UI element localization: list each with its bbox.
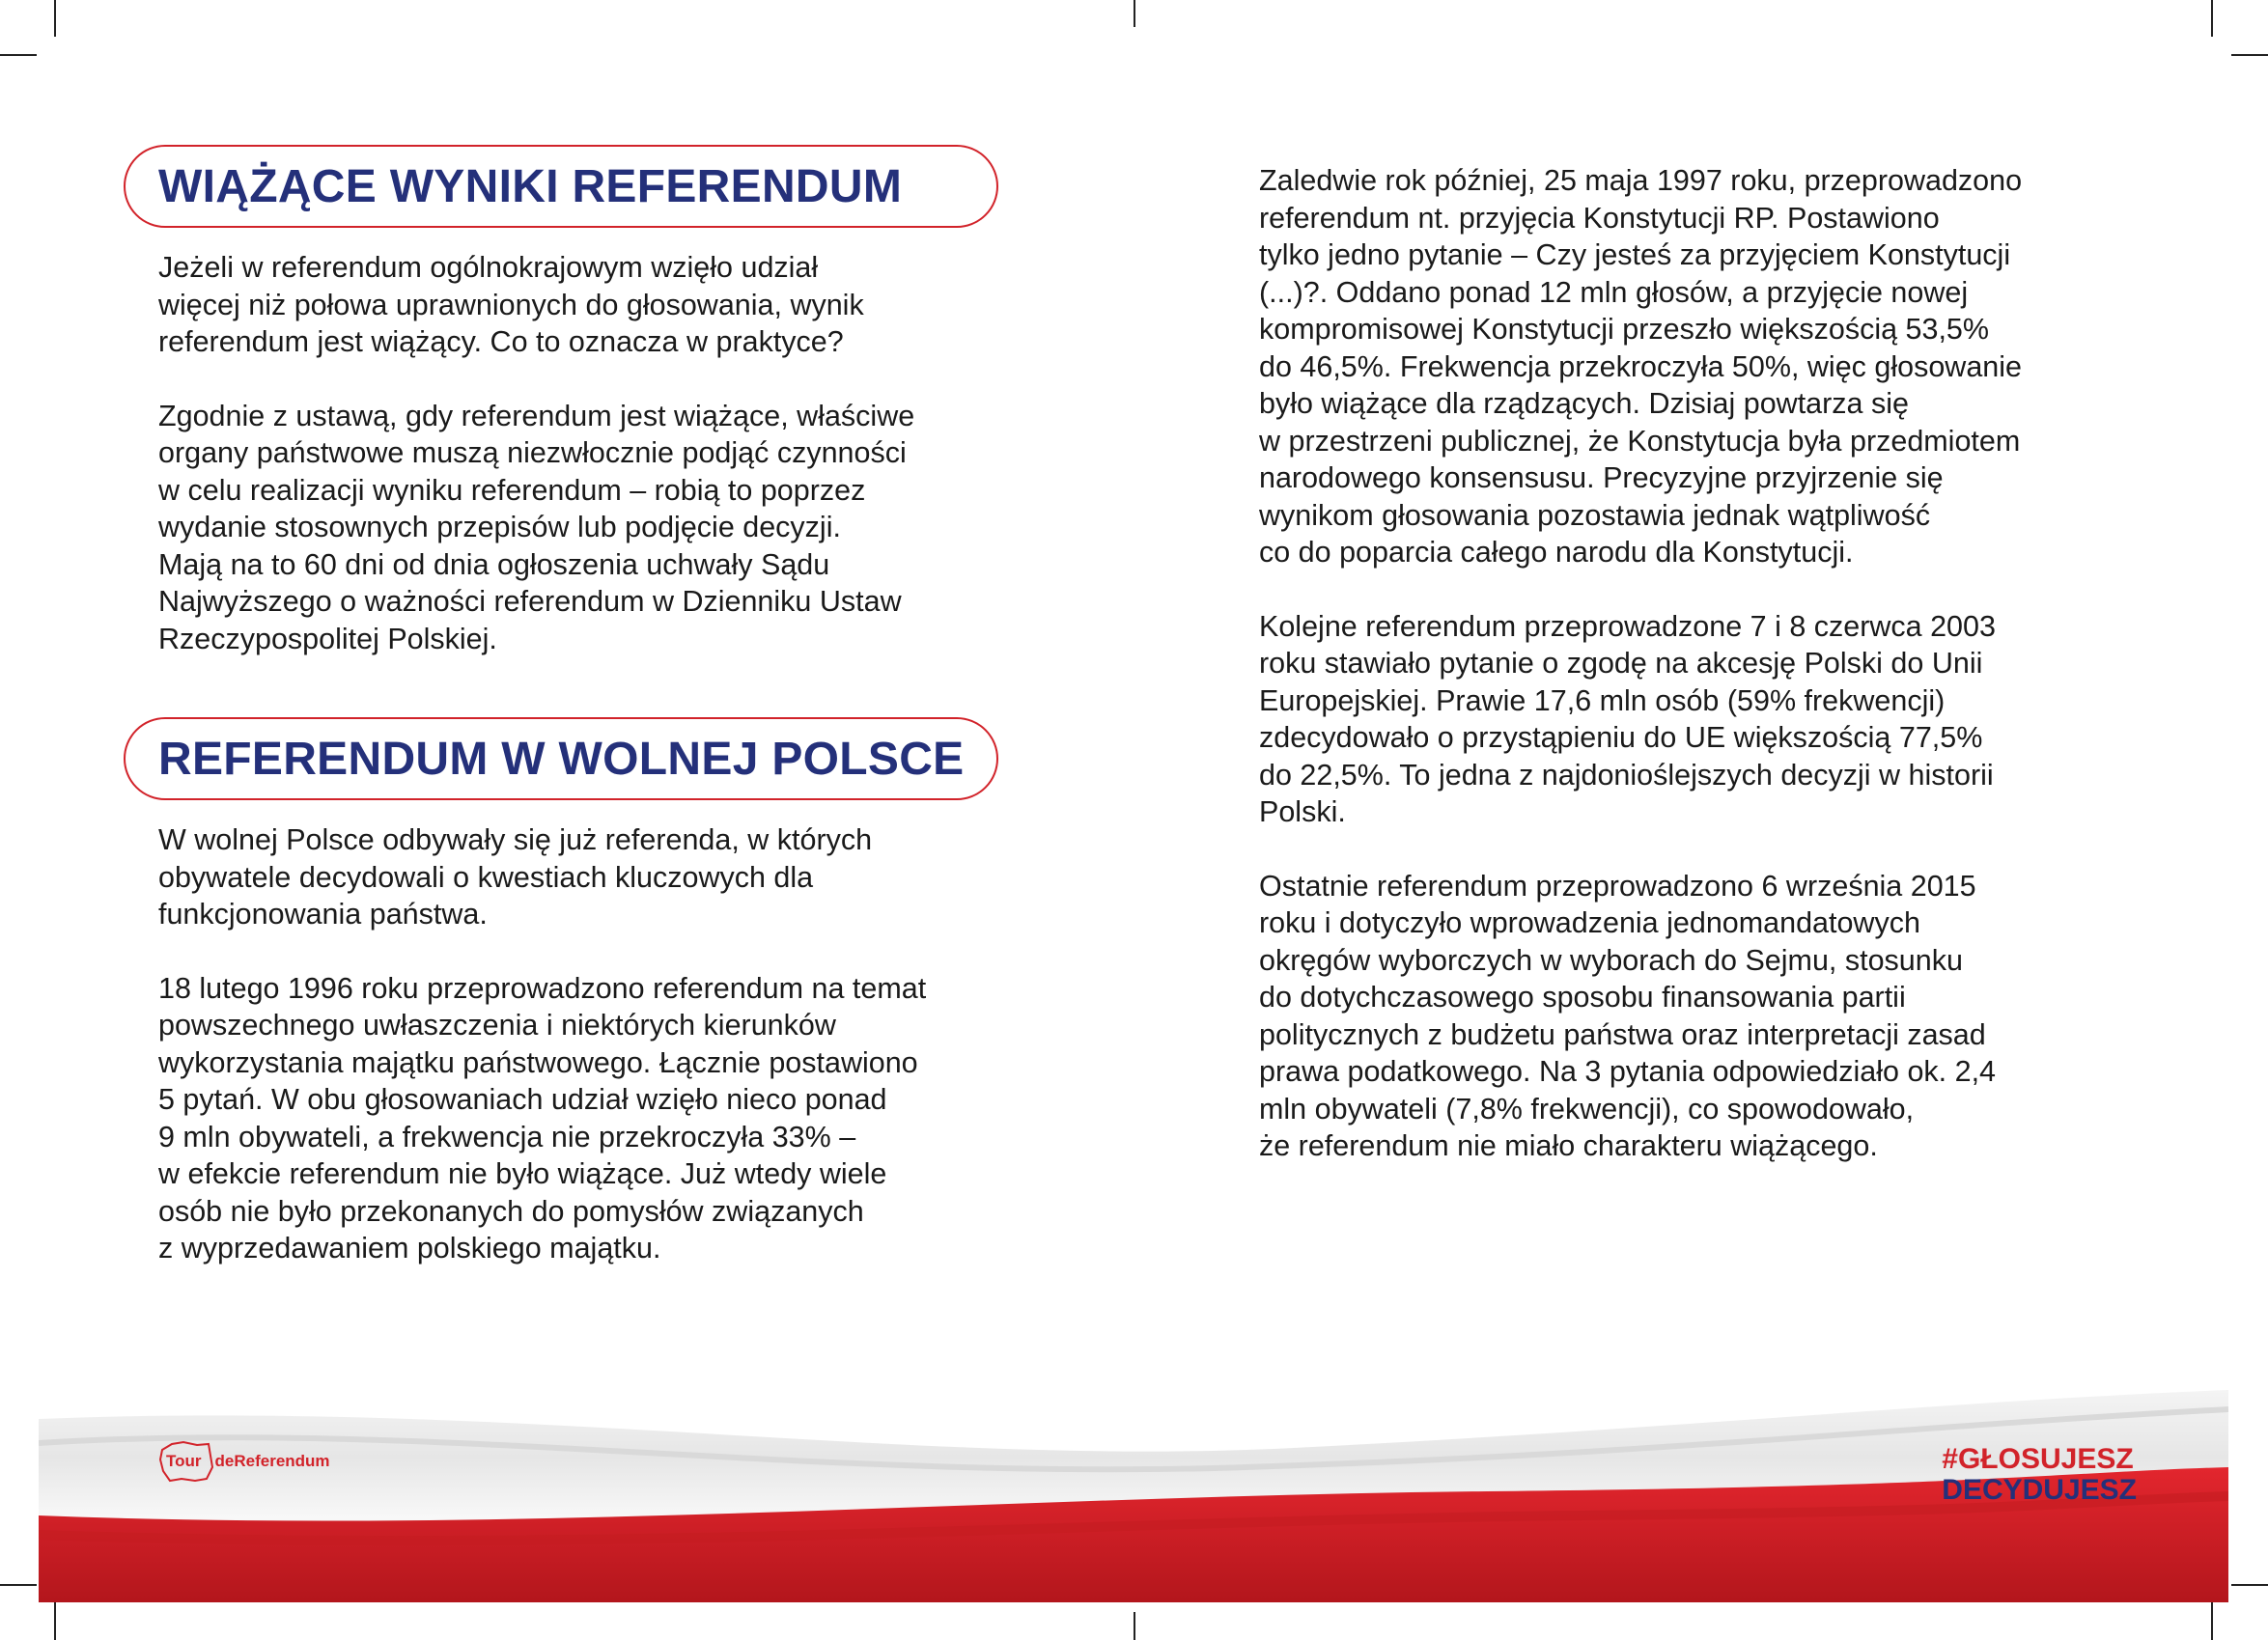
crop-mark [0,54,37,56]
crop-mark [1134,1612,1135,1640]
paragraph: Zgodnie z ustawą, gdy referendum jest wiążące, właściwe organy państwowe muszą niezwłocznie podjąć czynności w celu realizacji wyniku referendum – robią to poprzez wydanie stosownych przepisów lub podjęcie decyzji. Mają na to 60 dni od dnia ogłoszenia uchwały Sądu Najwyższego o ważności referendum w Dzienniku Ustaw Rzeczypospolitej Polskiej. [158,399,915,655]
section-heading-frame [124,717,998,800]
glosujesz-decydujesz-logo [1942,1444,2137,1506]
crop-mark [1134,0,1135,27]
left-column [124,145,1012,1267]
section-heading: WIĄŻĄCE WYNIKI REFERENDUM [158,160,903,212]
paragraph: W wolnej Polsce odbywały się już referenda, w których obywatele decydowali o kwestiach kluczowych dla funkcjonowania państwa. [158,823,873,931]
tour-de-referendum-logo [158,1440,330,1483]
crop-mark [2231,54,2268,56]
crop-mark [2211,1602,2213,1640]
logo-subline: DECYDUJESZ [1942,1474,2137,1506]
logo-hashtag-line: #GŁOSUJESZ [1942,1443,2134,1475]
paragraph: Kolejne referendum przeprowadzone 7 i 8 czerwca 2003 roku stawiało pytanie o zgodę na akcesję Polski do Unii Europejskiej. Prawie 17,6 mln osób (59% frekwencji) zdecydowało o przystąpieniu do UE większością 77,5% do 22,5%. To jedna z najdonioślejszych decyzji w historii Polski. [1259,609,1996,828]
paragraph: Zaledwie rok później, 25 maja 1997 roku, przeprowadzono referendum nt. przyjęcia Konstytucji RP. Postawiono tylko jedno pytanie – Czy jesteś za przyjęciem Konstytucji (...)?. Oddano ponad 12 mln głosów, a przyjęcie nowej kompromisowej Konstytucji przeszło większością 53,5% do 46,5%. Frekwencja przekroczyła 50%, więc głosowanie było wiążące dla rządzących. Dzisiaj powtarza się w przestrzeni publicznej, że Konstytucja była przedmiotem narodowego konsensusu. Precyzyjne przyjrzenie się wynikom głosowania pozostawia jednak wątpliwość co do poparcia całego narodu dla Konstytucji. [1259,164,2023,569]
crop-mark [2231,1584,2268,1586]
crop-mark [54,1602,56,1640]
crop-mark [54,0,56,37]
crop-mark [2211,0,2213,37]
logo-text-tour: Tour [166,1452,202,1470]
paragraph: Ostatnie referendum przeprowadzono 6 września 2015 roku i dotyczyło wprowadzenia jednomandatowych okręgów wyborczych w wyborach do Sejmu, stosunku do dotychczasowego sposobu finansowania partii politycznych z budżetu państwa oraz interpretacji zasad prawa podatkowego. Na 3 pytania odpowiedziało ok. 2,4 mln obywateli (7,8% frekwencji), co spowodowało, że referendum nie miało charakteru wiążącego. [1259,869,1997,1162]
polish-flag-wave [39,1390,2228,1602]
crop-mark [0,1584,37,1586]
section-heading-frame [124,145,998,228]
paragraph: 18 lutego 1996 roku przeprowadzono referendum na temat powszechnego uwłaszczenia i niektórych kierunków wykorzystania majątku państwowego. Łącznie postawiono 5 pytań. W obu głosowaniach udział wzięło nieco ponad 9 mln obywateli, a frekwencja nie przekroczyła 33% – w efekcie referendum nie było wiążące. Już wtedy wiele osób nie było przekonanych do pomysłów związanych z wyprzedawaniem polskiego majątku. [158,971,927,1265]
logo-text-dereferendum: deReferendum [214,1452,330,1470]
right-column [1259,162,2128,1165]
paragraph: Jeżeli w referendum ogólnokrajowym wzięło udział więcej niż połowa uprawnionych do głosowania, wynik referendum jest wiążący. Co to oznacza w praktyce? [158,251,864,358]
section-heading: REFERENDUM W WOLNEJ POLSCE [158,733,965,785]
